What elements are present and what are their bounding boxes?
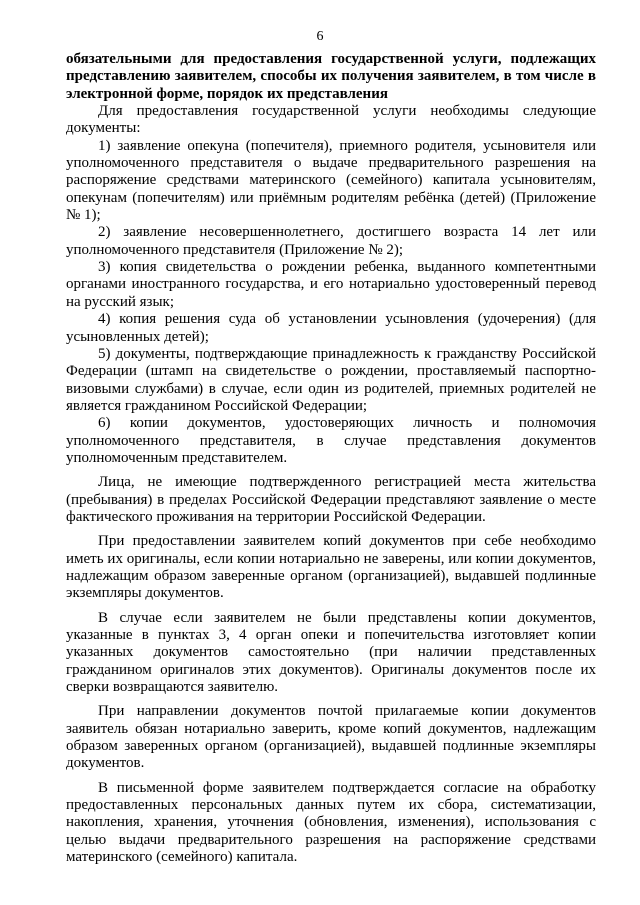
- list-item-5: 5) документы, подтверждающие принадлежность к гражданству Российской Федерации (штамп на свидетельстве о рождении, проставляемый паспортно-визовыми службами) в случае, если один из родителей, приемных родителей не является гражданином Российской Федерации;: [66, 345, 596, 414]
- paragraph-originals: При предоставлении заявителем копий документов при себе необходимо иметь их оригиналы, если копии нотариально не заверены, или копии документов, надлежащим образом заверенные органом (организацией), выдавшей подлинные экземпляры документов.: [66, 533, 596, 602]
- paragraph-documents-intro: Для предоставления государственной услуги необходимы следующие документы:: [66, 103, 596, 137]
- paragraph-postal: При направлении документов почтой прилагаемые копии документов заявитель обязан нотариально заверить, кроме копий документов, надлежащим образом заверенных органом (организацией), выдавшей подлинные экземпляры документов.: [66, 703, 596, 772]
- list-item-4: 4) копия решения суда об установлении усыновления (удочерения) (для усыновленных детей);: [66, 311, 596, 345]
- section-heading: обязательными для предоставления государственной услуги, подлежащих представлению заявителем, способы их получения заявителем, в том числе в электронной форме, порядок их представления: [66, 51, 596, 102]
- list-item-1: 1) заявление опекуна (попечителя), приемного родителя, усыновителя или уполномоченного представителя о выдаче предварительного разрешения на распоряжение средствами материнского (семейного) капитала усыновителям, опекунам (попечителям) или приёмным родителям ребёнка (детей) (Приложение № 1);: [66, 137, 596, 224]
- list-item-6: 6) копии документов, удостоверяющих личность и полномочия уполномоченного представителя, в случае представления документов уполномоченным представителем.: [66, 415, 596, 466]
- document-body: [66, 51, 596, 866]
- page-number: 6: [316, 29, 324, 44]
- list-item-3: 3) копия свидетельства о рождении ребенка, выданного компетентными органами иностранного государства, и его нотариально удостоверенный перевод на русский язык;: [66, 259, 596, 310]
- paragraph-consent: В письменной форме заявителем подтверждается согласие на обработку предоставленных персональных данных путем их сбора, систематизации, накопления, хранения, уточнения (обновления, изменения), использования с целью выдачи предварительного разрешения на распоряжение средствами материнского (семейного) капитала.: [66, 779, 596, 866]
- list-item-2: 2) заявление несовершеннолетнего, достигшего возраста 14 лет или уполномоченного представителя (Приложение № 2);: [66, 224, 596, 258]
- paragraph-copies: В случае если заявителем не были представлены копии документов, указанные в пунктах 3, 4 орган опеки и попечительства изготовляет копии указанных документов самостоятельно (при наличии представленных гражданином оригиналов этих документов). Оригиналы документов после их сверки возвращаются заявителю.: [66, 609, 596, 696]
- paragraph-no-registration: Лица, не имеющие подтвержденного регистрацией места жительства (пребывания) в пределах Российской Федерации представляют заявление о месте фактического проживания на территории Российской Федерации.: [66, 474, 596, 525]
